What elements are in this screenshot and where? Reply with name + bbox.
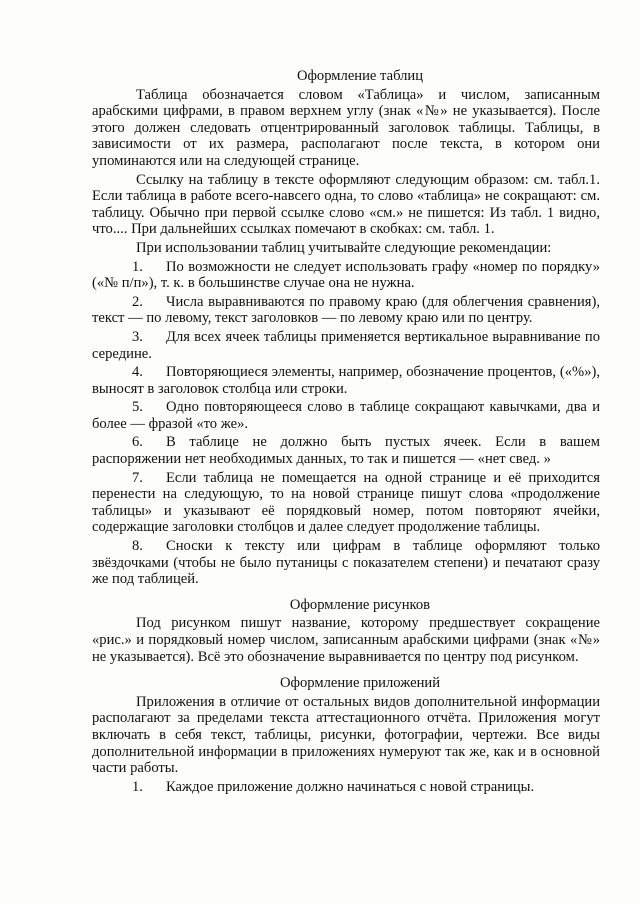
recommendation-item: [92, 364, 600, 397]
appendices-section-title: Оформление приложений: [279, 675, 441, 692]
list-text: В таблице не должно быть пустых ячеек. Если в вашем распоряжении нет необходимых данных, то так и пишется — «нет свед. »: [92, 434, 600, 468]
figures-paragraph: Под рисунком пишут название, которому предшествует сокращение «рис.» и порядковый номер числом, записанным арабскими цифрами (знак «№» не указывается). Всё это обозначение выравнивается по центру под рисунком.: [92, 615, 600, 665]
recommendation-item: [92, 294, 600, 327]
list-number: 1.: [132, 778, 143, 795]
list-text: Каждое приложение должно начинаться с новой страницы.: [166, 778, 535, 795]
recommendation-item: [92, 399, 600, 432]
list-number: 7.: [132, 469, 143, 486]
appendix-rule-item: [92, 779, 600, 796]
recommendation-item: [92, 538, 600, 588]
list-number: 5.: [132, 399, 143, 416]
recommendation-item: [92, 259, 600, 292]
list-number: 2.: [132, 293, 143, 310]
recommendation-item: [92, 434, 600, 467]
recommendation-item: [92, 470, 600, 536]
list-text: Числа выравниваются по правому краю (для облегчения сравнения), текст — по левому, текст заголовков — по левому краю или по центру.: [92, 293, 600, 327]
list-number: 1.: [132, 258, 143, 275]
list-text: Для всех ячеек таблицы применяется вертикальное выравнивание по середине.: [92, 328, 600, 362]
list-number: 6.: [132, 434, 143, 451]
page-content: [92, 68, 600, 795]
tables-intro-paragraph: Таблица обозначается словом «Таблица» и числом, записанным арабскими цифрами, в правом верхнем углу (знак «№» не указывается). После этого должен следовать отцентрированный заголовок таблицы. Таблицы, в зависимости от их размера, располагают после текста, в котором они упоминаются или на следующей странице.: [92, 86, 600, 169]
list-number: 3.: [132, 328, 143, 345]
figures-section-title: Оформление рисунков: [289, 596, 431, 613]
list-text: Сноски к тексту или цифрам в таблице оформляют только звёздочками (чтобы не было путаницы с показателем степени) и печатают сразу же под таблицей.: [92, 538, 600, 588]
list-text: Если таблица не помещается на одной странице и её приходится перенести на следующую, то на новой странице пишут слова «продолжение таблицы» и указывают её порядковый номер, потом повторяют ячейки, содержащие заголовки столбцов и далее следует продолжение таблицы.: [92, 469, 600, 536]
list-text: Повторяющиеся элементы, например, обозначение процентов, («%»), выносят в заголовок столбца или строки.: [92, 364, 600, 397]
list-text: Одно повторяющееся слово в таблице сокращают кавычками, два и более — фразой «то же».: [92, 399, 600, 432]
tables-section-title: Оформление таблиц: [296, 68, 424, 84]
appendices-paragraph: Приложения в отличие от остальных видов дополнительной информации располагают за пределами текста аттестационного отчёта. Приложения могут включать в себя текст, таблицы, рисунки, фотографии, чертежи. Все виды дополнительной информации в приложениях нумеруют так же, как и в основной части работы.: [92, 693, 600, 777]
recommendation-item: [92, 329, 600, 362]
list-text: По возможности не следует использовать графу «номер по порядку» («№ п/п»), т. к. в большинстве случае она не нужна.: [92, 258, 600, 292]
tables-recommendations-intro: При использовании таблиц учитывайте следующие рекомендации:: [136, 239, 552, 256]
list-number: 4.: [132, 364, 143, 381]
tables-reference-paragraph: Ссылку на таблицу в тексте оформляют следующим образом: см. табл.1. Если таблица в работе всего-навсего одна, то слово «таблица» не сокращают: см. таблицу. Обычно при первой ссылке слово «см.» не пишется: Из табл. 1 видно, что.... При дальнейших ссылках помечают в скобках: см. табл. 1.: [92, 171, 600, 238]
list-number: 8.: [132, 538, 143, 555]
